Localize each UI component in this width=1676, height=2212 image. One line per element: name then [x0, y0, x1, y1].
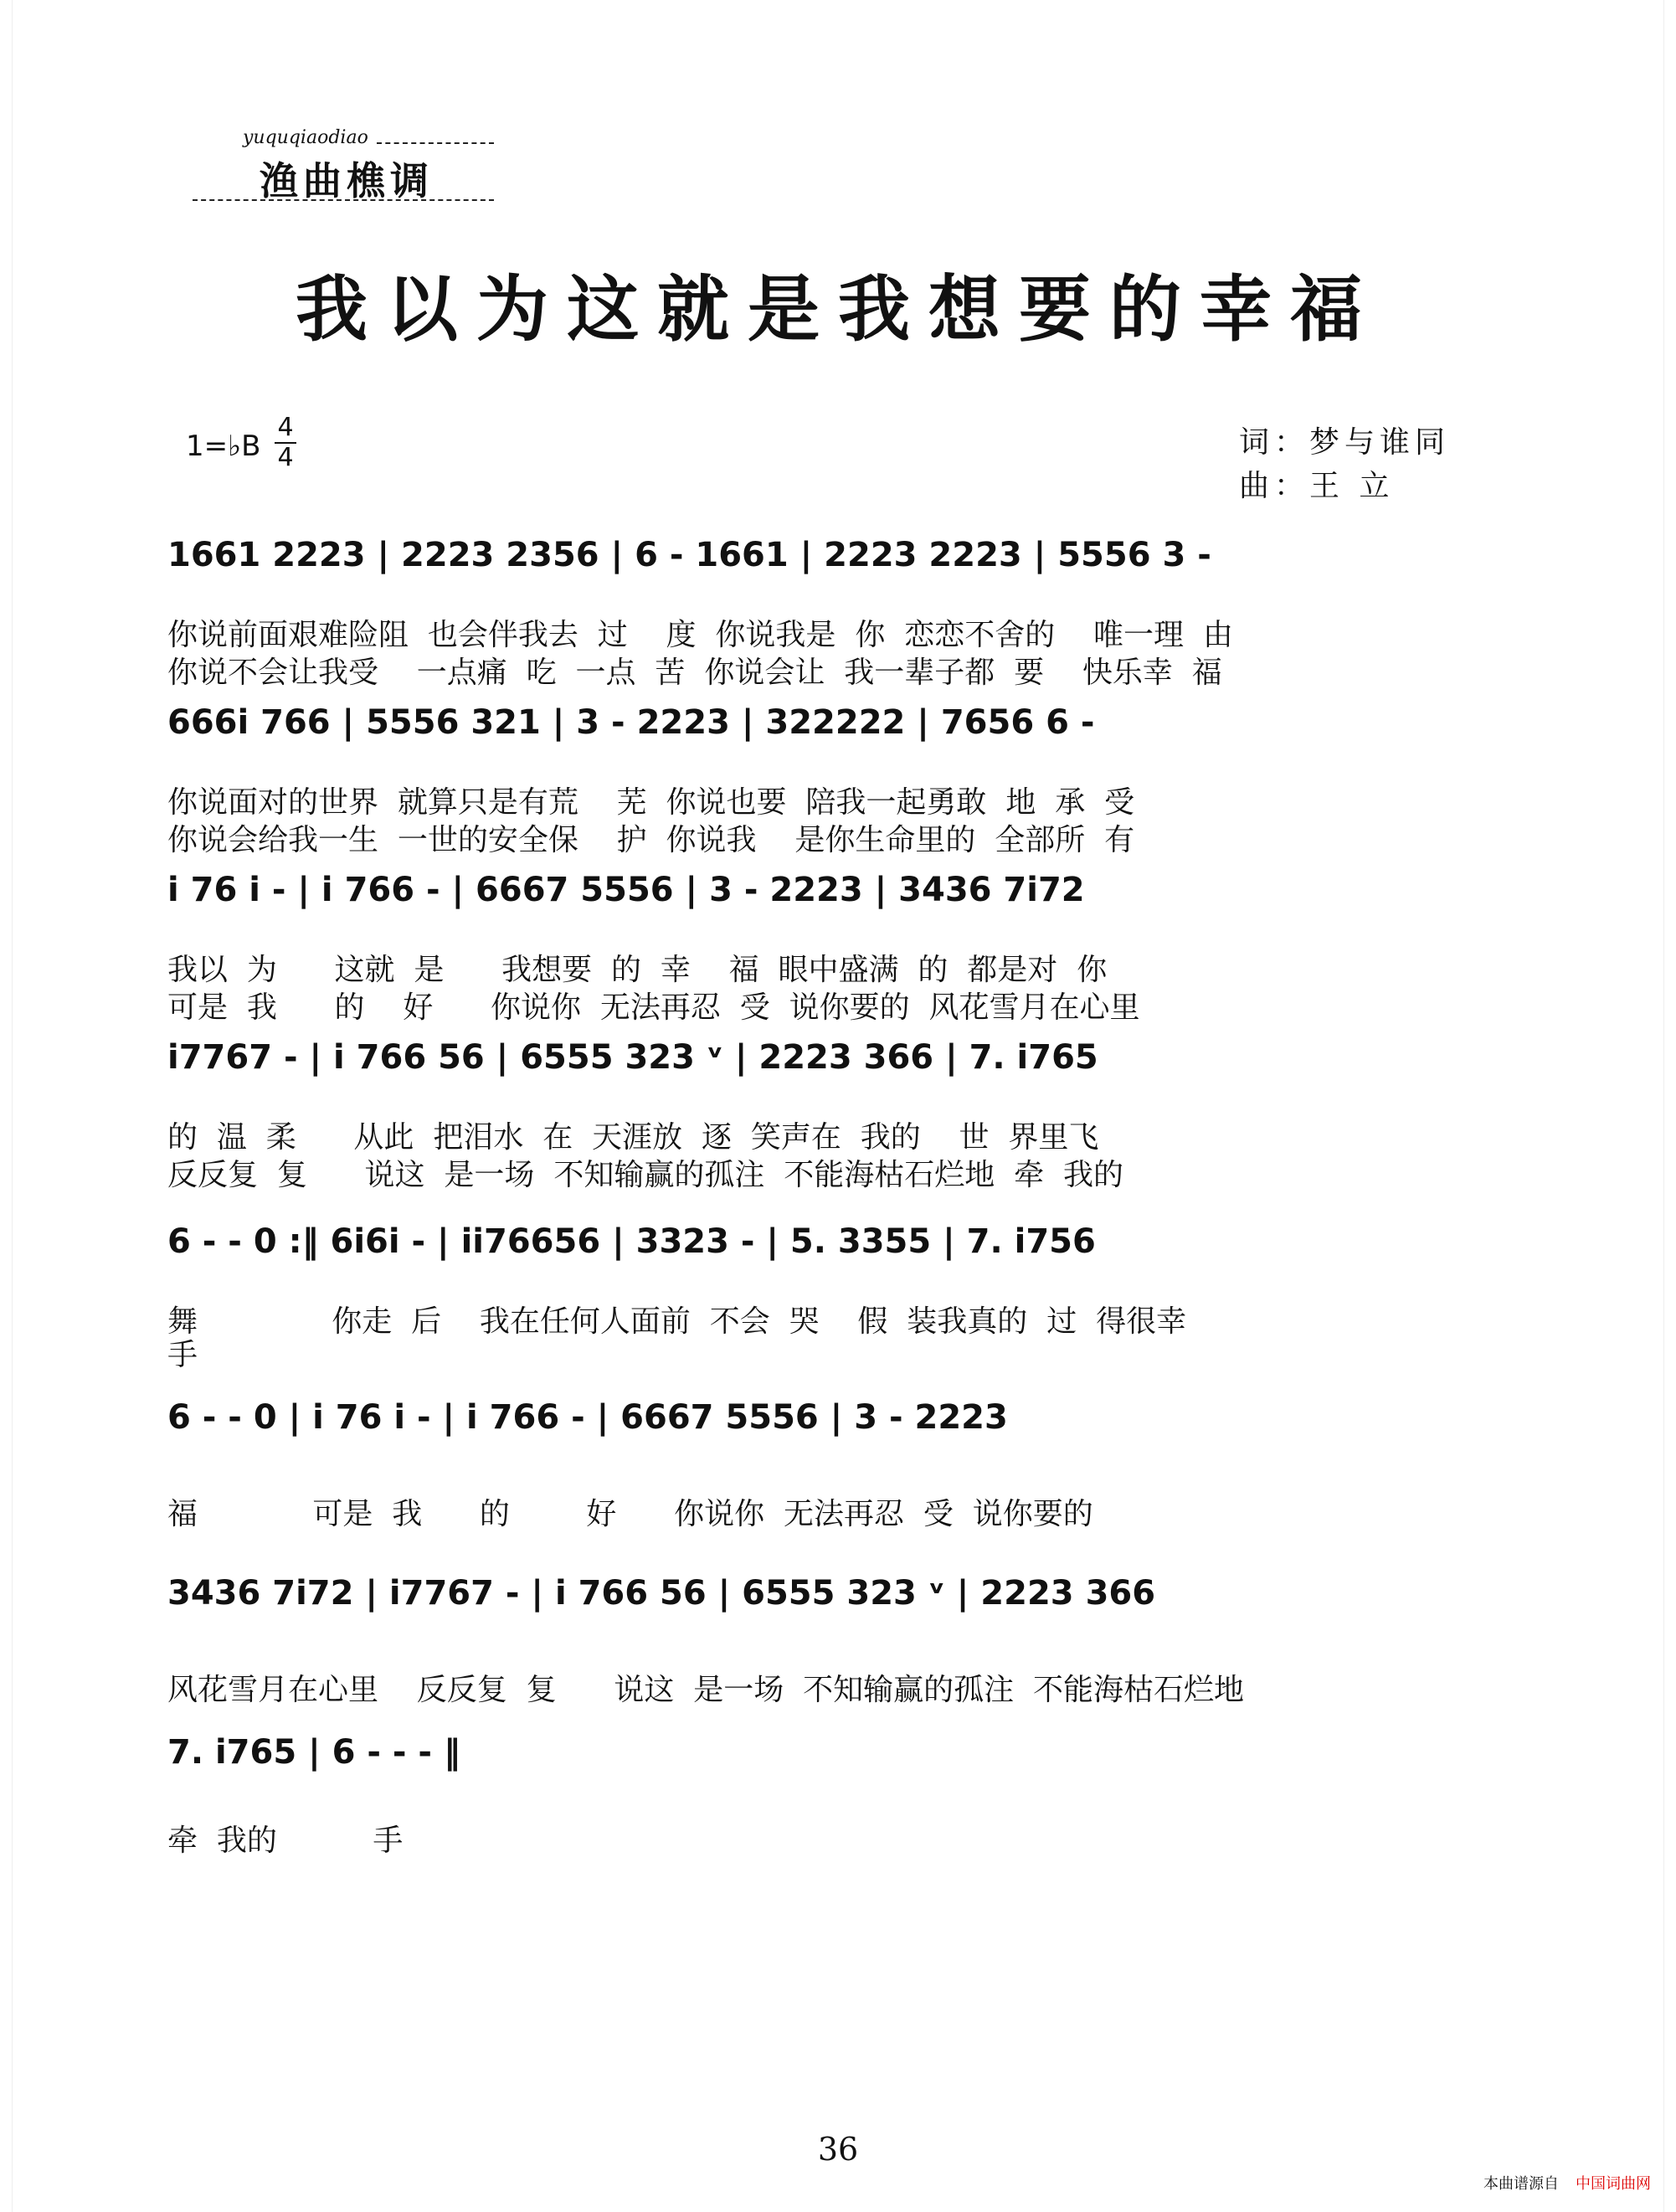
source-site: 中国词曲网 — [1576, 2175, 1651, 2193]
brand-divider-bottom — [193, 199, 494, 201]
time-signature — [273, 414, 298, 472]
lyricist-credit: 词：梦与谁同 — [1239, 425, 1451, 460]
lyric-line-2: 你说不会让我受 一点痛 吃 一点 苦 你说会让 我一辈子都 要 快乐幸 福 — [167, 656, 1222, 690]
key-signature: 1=♭B — [186, 430, 261, 463]
lyric-line-1: 舞 你走 后 我在任何人面前 不会 哭 假 装我真的 过 得很幸 — [167, 1304, 1187, 1339]
lyric-line-2: 你说会给我一生 一世的安全保 护 你说我 是你生命里的 全部所 有 — [167, 823, 1135, 857]
notation-line: i7767 - | i 766 56 | 6555 323 ᵛ | 2223 366 | 7. i765 — [167, 1038, 1098, 1077]
lyric-line-1: 你说前面艰难险阻 也会伴我去 过 度 你说我是 你 恋恋不舍的 唯一理 由 — [167, 618, 1233, 652]
lyric-line-1: 牵 我的 手 — [167, 1824, 404, 1858]
lyric-line-2: 可是 我 的 好 你说你 无法再忍 受 说你要的 风花雪月在心里 — [167, 990, 1140, 1025]
source-text: 本曲谱源自 — [1483, 2175, 1559, 2193]
brand-latin-text: yuquqiaodiao — [243, 127, 368, 148]
time-signature-top: 4 — [277, 413, 294, 442]
lyric-line-1: 福 可是 我 的 好 你说你 无法再忍 受 说你要的 — [167, 1497, 1093, 1531]
page-number: 36 — [817, 2131, 859, 2168]
notation-line: i 76 i - | i 766 - | 6667 5556 | 3 - 2223 | 3436 7i72 — [167, 871, 1085, 909]
notation-line: 3436 7i72 | i7767 - | i 766 56 | 6555 323 ᵛ | 2223 366 — [167, 1574, 1156, 1613]
song-title: 我以为这就是我想要的幸福 — [296, 267, 1380, 352]
lyric-line-1: 的 温 柔 从此 把泪水 在 天涯放 逐 笑声在 我的 世 界里飞 — [167, 1120, 1099, 1155]
time-signature-bottom: 4 — [277, 443, 294, 472]
lyric-line-2: 反反复 复 说这 是一场 不知输赢的孤注 不能海枯石烂地 牵 我的 — [167, 1158, 1123, 1192]
lyric-line-2: 手 — [167, 1338, 198, 1372]
notation-line: 6 - - 0 | i 76 i - | i 766 - | 6667 5556 | 3 - 2223 — [167, 1398, 1008, 1437]
lyric-line-1: 我以 为 这就 是 我想要 的 幸 福 眼中盛满 的 都是对 你 — [167, 953, 1108, 987]
notation-line: 6 - - 0 :‖ 6i6i - | ii76656 | 3323 - | 5. 3355 | 7. i756 — [167, 1222, 1096, 1261]
source-note — [1483, 2172, 1651, 2194]
lyric-line-1: 你说面对的世界 就算只是有荒 芜 你说也要 陪我一起勇敢 地 承 受 — [167, 785, 1135, 820]
composer-credit: 曲：王 立 — [1239, 469, 1395, 503]
brand-divider-top — [377, 142, 494, 144]
notation-line: 666i 766 | 5556 321 | 3 - 2223 | 322222 | 7656 6 - — [167, 703, 1095, 742]
notation-line: 7. i765 | 6 - - - ‖ — [167, 1733, 460, 1772]
notation-line: 1661 2223 | 2223 2356 | 6 - 1661 | 2223 2223 | 5556 3 - — [167, 536, 1211, 574]
lyric-line-1: 风花雪月在心里 反反复 复 说这 是一场 不知输赢的孤注 不能海枯石烂地 — [167, 1673, 1244, 1707]
brand-chinese-text: 渔曲樵调 — [260, 158, 434, 203]
